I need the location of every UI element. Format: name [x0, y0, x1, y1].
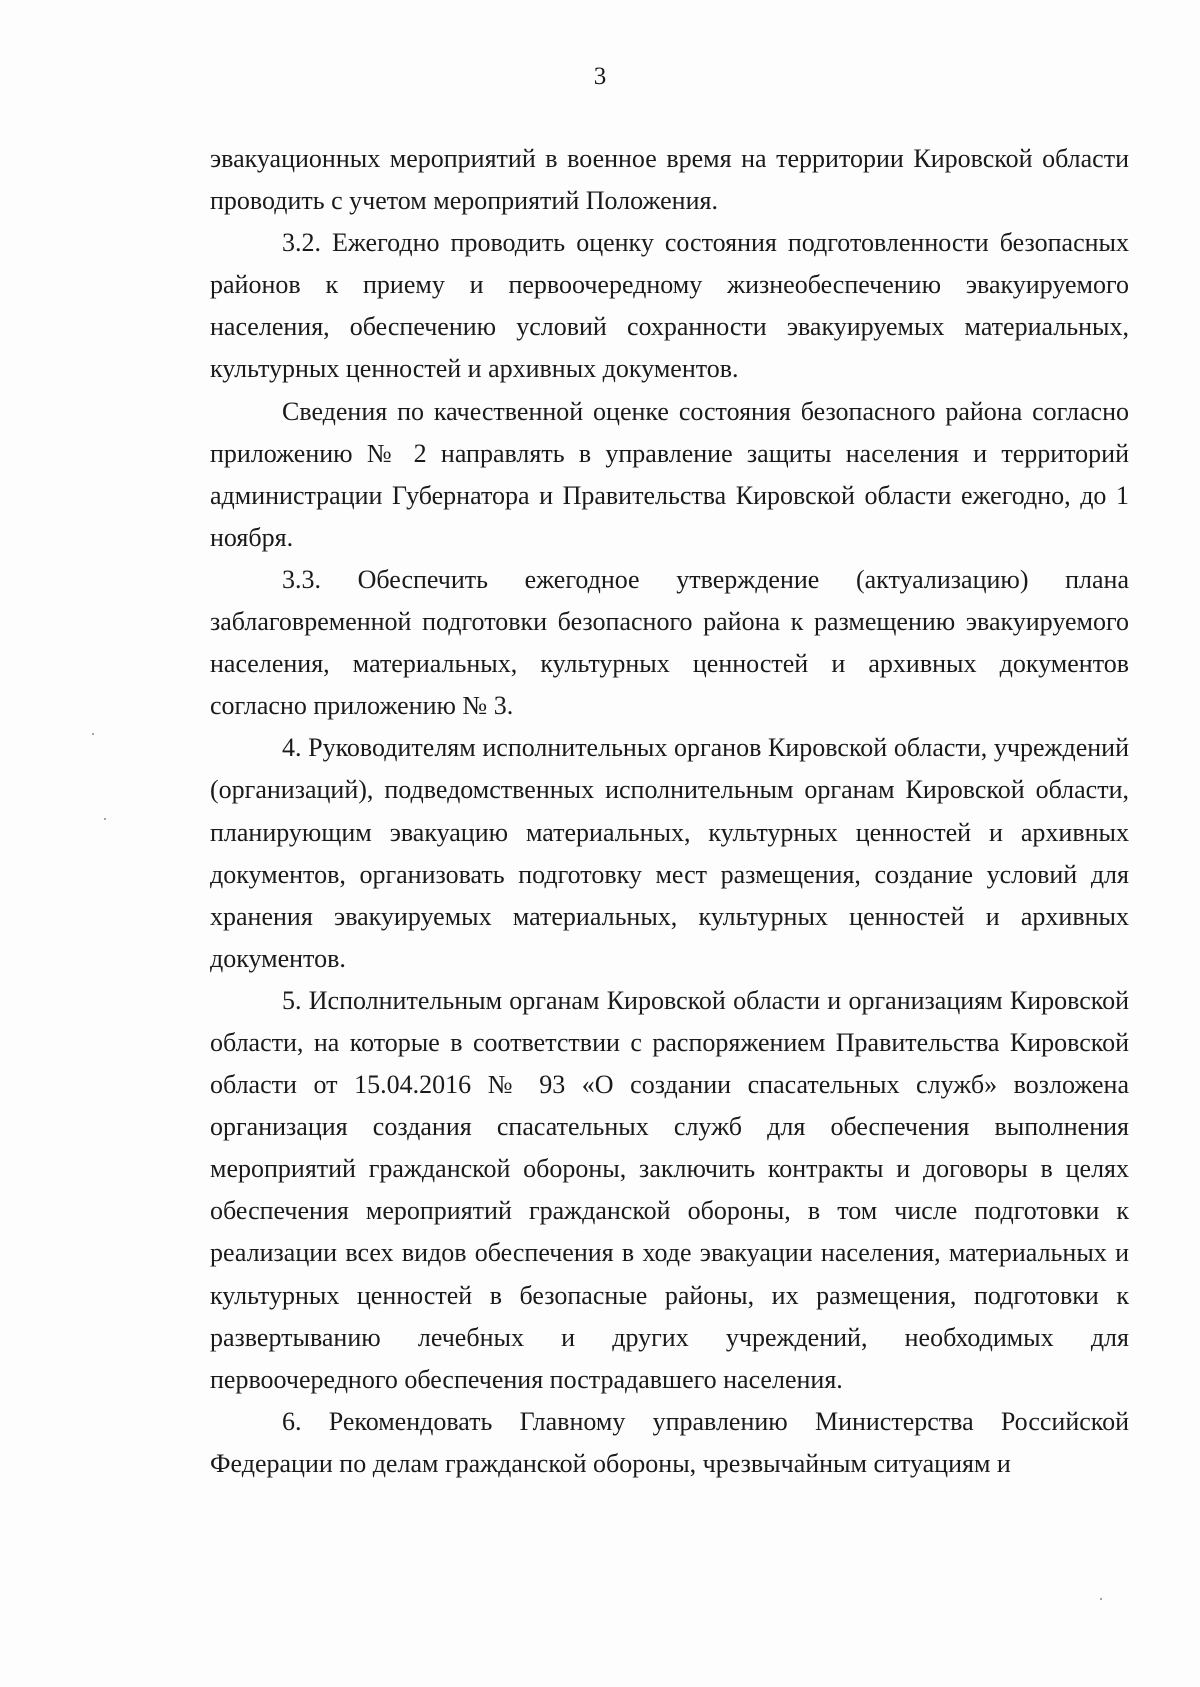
paragraph-5: 5. Исполнительным органам Кировской области и организациям Кировской области, на которые в соответствии с распоряжением Правительства Кировской области от 15.04.2016 № 93 «О создании спасательных служб» возложена организация создания спасательных служб для обеспечения выполнения мероприятий гражданской обороны, заключить контракты и договоры в целях обеспечения мероприятий гражданской обороны, в том числе подготовки к реализации всех видов обеспечения в ходе эвакуации населения, материальных и культурных ценностей в безопасные районы, их размещения, подготовки к развертыванию лечебных и других учреждений, необходимых для первоочередного обеспечения пострадавшего населения.	[210, 985, 1129, 1394]
document-body	[210, 138, 1129, 1485]
scan-speck	[92, 733, 94, 735]
paragraph-3-2: 3.2. Ежегодно проводить оценку состояния подготовленности безопасных районов к приему и первоочередному жизнеобеспечению эвакуируемого населения, обеспечению условий сохранности эвакуируемых материальных, культурных ценностей и архивных документов.	[210, 228, 1129, 384]
paragraph-3-3: 3.3. Обеспечить ежегодное утверждение (актуализацию) плана заблаговременной подготовки безопасного района к размещению эвакуируемого населения, материальных, культурных ценностей и архивных документов согласно приложению № 3.	[210, 564, 1129, 721]
paragraph-continuation: эвакуационных мероприятий в военное время на территории Кировской области проводить с учетом мероприятий Положения.	[210, 144, 1129, 216]
scan-speck	[104, 818, 106, 820]
scan-speck	[1100, 1598, 1102, 1600]
paragraph-4: 4. Руководителям исполнительных органов Кировской области, учреждений (организаций), подведомственных исполнительным органам Кировской области, планирующим эвакуацию материальных, культурных ценностей и архивных документов, организовать подготовку мест размещения, создание условий для хранения эвакуируемых материальных, культурных ценностей и архивных документов.	[210, 733, 1129, 973]
page-number: 3	[593, 63, 607, 90]
paragraph-3-2-info: Сведения по качественной оценке состояния безопасного района согласно приложению № 2 направлять в управление защиты населения и территорий администрации Губернатора и Правительства Кировской области ежегодно, до 1 ноября.	[210, 396, 1129, 552]
paragraph-6: 6. Рекомендовать Главному управлению Министерства Российской Федерации по делам гражданской обороны, чрезвычайным ситуациям и	[210, 1406, 1129, 1478]
